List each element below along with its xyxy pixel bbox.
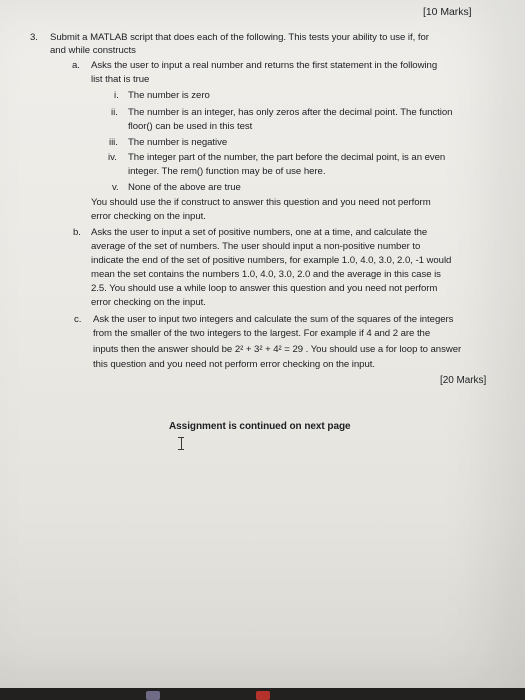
question-number: 3. xyxy=(30,32,38,43)
subitem-label: ii. xyxy=(111,107,118,118)
part-label: c. xyxy=(74,314,82,325)
subitem-label: iv. xyxy=(108,152,117,163)
part-a-line: Asks the user to input a real number and returns the first statement in the following xyxy=(91,60,438,71)
subitem-text: The number is negative xyxy=(128,137,228,148)
part-a-after-line: error checking on the input. xyxy=(91,211,206,222)
taskbar-app-icon xyxy=(146,691,160,700)
part-b-line: indicate the end of the set of positive numbers, for example 1.0, 4.0, 3.0, 2.0, -1 would xyxy=(91,255,452,266)
part-label: a. xyxy=(72,60,80,71)
subitem-label: v. xyxy=(112,182,119,193)
part-a-line: list that is true xyxy=(91,74,150,85)
part-a-after-line: You should use the if construct to answer this question and you need not perform xyxy=(91,197,431,208)
part-b-line: average of the set of numbers. The user should input a non-positive number to xyxy=(91,241,421,252)
part-c-line: this question and you need not perform error checking on the input. xyxy=(93,359,375,370)
subitem-text: The number is zero xyxy=(128,90,210,101)
part-b-line: Asks the user to input a set of positive numbers, one at a time, and calculate the xyxy=(91,227,428,238)
part-c-line: inputs then the answer should be 2² + 3² + 4² = 29 . You should use a for loop to answer xyxy=(93,344,462,355)
continued-note: Assignment is continued on next page xyxy=(169,421,351,432)
part-b-line: mean the set contains the numbers 1.0, 4.0, 3.0, 2.0 and the average in this case is xyxy=(91,269,441,280)
subitem-text: integer. The rem() function may be of use here. xyxy=(128,166,326,177)
subitem-label: iii. xyxy=(109,137,118,148)
part-b-line: 2.5. You should use a while loop to answer this question and you need not perform xyxy=(91,283,438,294)
marks-label: [10 Marks] xyxy=(423,6,472,18)
part-c-line: Ask the user to input two integers and calculate the sum of the squares of the integers xyxy=(93,314,454,325)
question-intro-line: Submit a MATLAB script that does each of the following. This tests your ability to use if, for xyxy=(50,32,429,43)
subitem-text: The number is an integer, has only zeros after the decimal point. The function xyxy=(128,107,453,118)
text-cursor-icon xyxy=(178,437,184,450)
part-c-line: from the smaller of the two integers to the largest. For example if 4 and 2 are the xyxy=(93,328,431,339)
subitem-text: floor() can be used in this test xyxy=(128,121,253,132)
question-intro-line: and while constructs xyxy=(50,45,136,56)
subitem-text: The integer part of the number, the part before the decimal point, is an even xyxy=(128,152,446,163)
part-b-line: error checking on the input. xyxy=(91,297,206,308)
subitem-label: i. xyxy=(114,90,119,101)
marks-label: [20 Marks] xyxy=(440,375,487,386)
subitem-text: None of the above are true xyxy=(128,182,241,193)
taskbar-app-icon xyxy=(256,691,270,700)
part-label: b. xyxy=(73,227,81,238)
